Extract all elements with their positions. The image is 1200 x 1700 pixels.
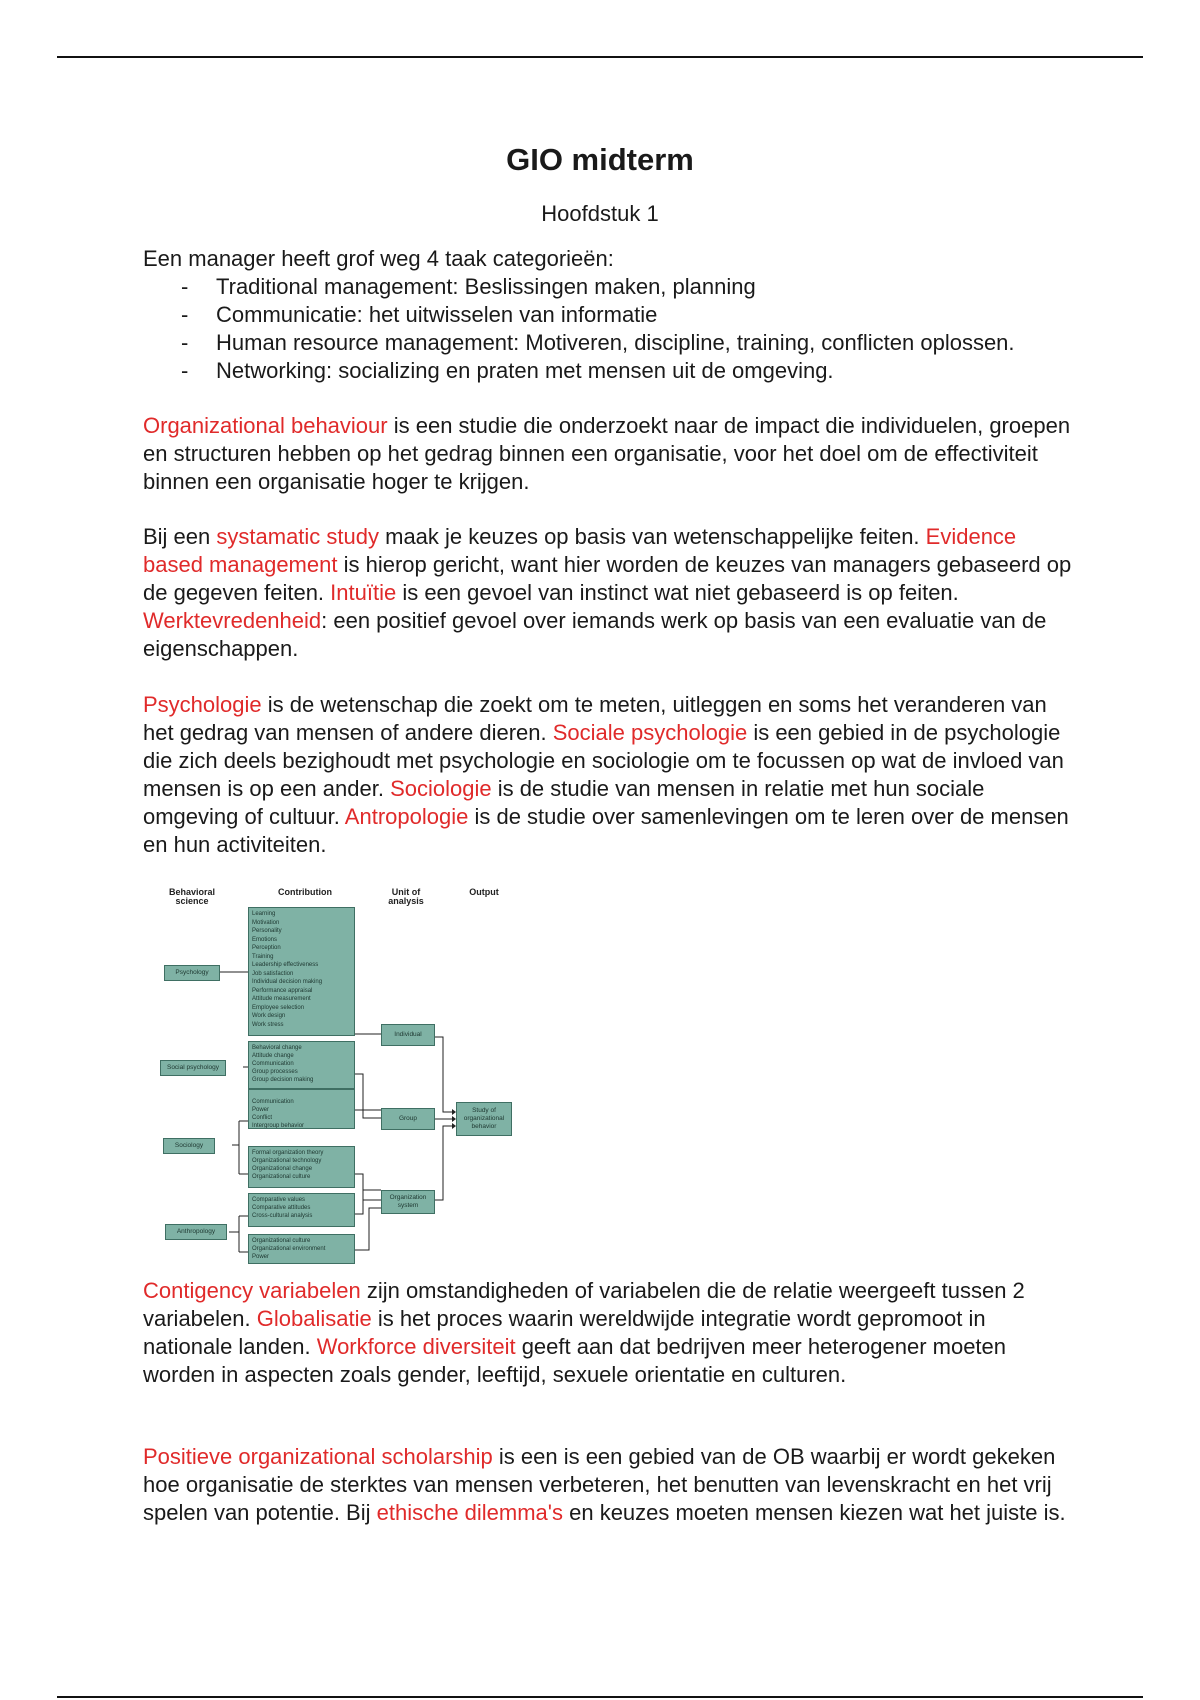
paragraph-text: is een gevoel van instinct wat niet gebaseerd is op feiten. [396,580,959,605]
list-item: - Human resource management: Motiveren, discipline, training, conflicten oplossen. [143,329,1073,357]
paragraph-text: is de studie over samenlevingen om te leren over de mensen en hun activiteiten. [143,804,1069,857]
paragraph-text: zijn omstandigheden of variabelen die de relatie weergeeft tussen 2 variabelen. [143,1278,1025,1331]
document-title: GIO midterm [506,142,694,177]
header-contribution: Contribution [278,887,332,897]
paragraph-text: is een studie die onderzoekt naar de impact die individuelen, groepen en structuren hebben op het gedrag binnen een organisatie, voor het doel om de effectiviteit binnen een organisatie hoger te krijgen. [143,413,1071,494]
paragraph-text: Bij een [143,524,217,549]
paragraph-text: is een gebied in de psychologie die zich deels bezighoudt met psychologie en sociologie om te focussen op wat de invloed van mensen is op een ander. [143,720,1064,801]
term-highlight: Organizational behaviour [143,413,388,438]
chapter-heading: Hoofdstuk 1 [541,201,659,226]
term-highlight: Antropologie [344,804,469,829]
term-highlight: Workforce diversiteit [316,1334,516,1359]
unit-organization-system: Organization system [381,1190,435,1214]
paragraph-text: is hierop gericht, want hier worden de keuzes van managers gebaseerd op de gegeven feiten. [143,552,1072,605]
contribution-group-dynamics: Communication Power Conflict Intergroup behavior [248,1089,355,1129]
science-social-psychology: Social psychology [160,1060,226,1076]
term-highlight: Globalisatie [256,1306,372,1331]
paragraph-text: maak je keuzes op basis van wetenschappelijke feiten. [379,524,926,549]
intro-section [143,245,1073,385]
header-unit-of-analysis: Unit of analysis [388,887,424,906]
paragraph-text: is de studie van mensen in relatie met hun sociale omgeving of cultuur. [143,776,985,829]
contribution-psychology: Learning Motivation Personality Emotions Perception Training Leadership effectiveness Job satisfaction Individual decision making Performance appraisal Attitude measurement Employee selection Work design Work stress [248,907,355,1036]
paragraph-text: is een is een gebied van de OB waarbij er wordt gekeken hoe organisatie de sterktes van mensen verbeteren, het benutten van levenskracht en het vrij spelen van potentie. Bij [143,1444,1056,1525]
paragraph-systematic-study [143,523,1073,663]
contribution-anthropology: Organizational culture Organizational environment Power [248,1234,355,1264]
list-item: - Communicatie: het uitwisselen van informatie [143,301,1073,329]
bottom-rule [57,1696,1143,1698]
unit-individual: Individual [381,1024,435,1046]
task-list [143,273,1073,385]
contribution-social-psychology: Behavioral change Attitude change Communication Group processes Group decision making [248,1041,355,1089]
term-highlight: systamatic study [216,524,379,549]
term-highlight: Evidence based management [143,524,1017,577]
paragraph-text: is het proces waarin wereldwijde integratie wordt gepromoot in nationale landen. [143,1306,986,1359]
term-highlight: Psychologie [143,692,262,717]
header-output: Output [469,887,499,897]
contribution-sociology: Formal organization theory Organizational technology Organizational change Organizational culture [248,1146,355,1188]
top-rule [57,56,1143,58]
paragraph-psychologie [143,691,1073,859]
paragraph-text: is de wetenschap die zoekt om te meten, uitleggen en soms het veranderen van het gedrag van mensen of andere dieren. [143,692,1047,745]
intro-lead: Een manager heeft grof weg 4 taak categorieën: [143,246,614,271]
term-highlight: Positieve organizational scholarship [143,1444,493,1469]
paragraph-text: en keuzes moeten mensen kiezen wat het juiste is. [563,1500,1066,1525]
term-highlight: Werktevredenheid [143,608,322,633]
term-highlight: ethische dilemma's [376,1500,563,1525]
term-highlight: Contigency variabelen [143,1278,361,1303]
paragraph-contingency [143,1277,1073,1389]
output-study-of-ob: Study of organizational behavior [456,1102,512,1136]
science-psychology: Psychology [164,965,220,981]
science-sociology: Sociology [163,1138,215,1154]
contribution-comparative: Comparative values Comparative attitudes Cross-cultural analysis [248,1193,355,1227]
science-anthropology: Anthropology [165,1224,227,1240]
term-highlight: Sociale psychologie [552,720,748,745]
unit-group: Group [381,1108,435,1130]
list-item: - Networking: socializing en praten met mensen uit de omgeving. [143,357,1073,385]
list-item: - Traditional management: Beslissingen maken, planning [143,273,1073,301]
term-highlight: Sociologie [390,776,492,801]
paragraph-positive-scholarship [143,1443,1073,1527]
paragraph-text: geeft aan dat bedrijven meer heterogener moeten worden in aspecten zoals gender, leeftijd, sexuele orientatie en culturen. [143,1334,1007,1387]
term-highlight: Intuïtie [330,580,397,605]
header-behavioral-science: Behavioral science [168,887,216,906]
paragraph-organizational-behaviour [143,412,1073,496]
paragraph-text: : een positief gevoel over iemands werk op basis van een evaluatie van de eigenschappen. [143,608,1047,661]
ob-contributions-figure [143,874,533,1266]
